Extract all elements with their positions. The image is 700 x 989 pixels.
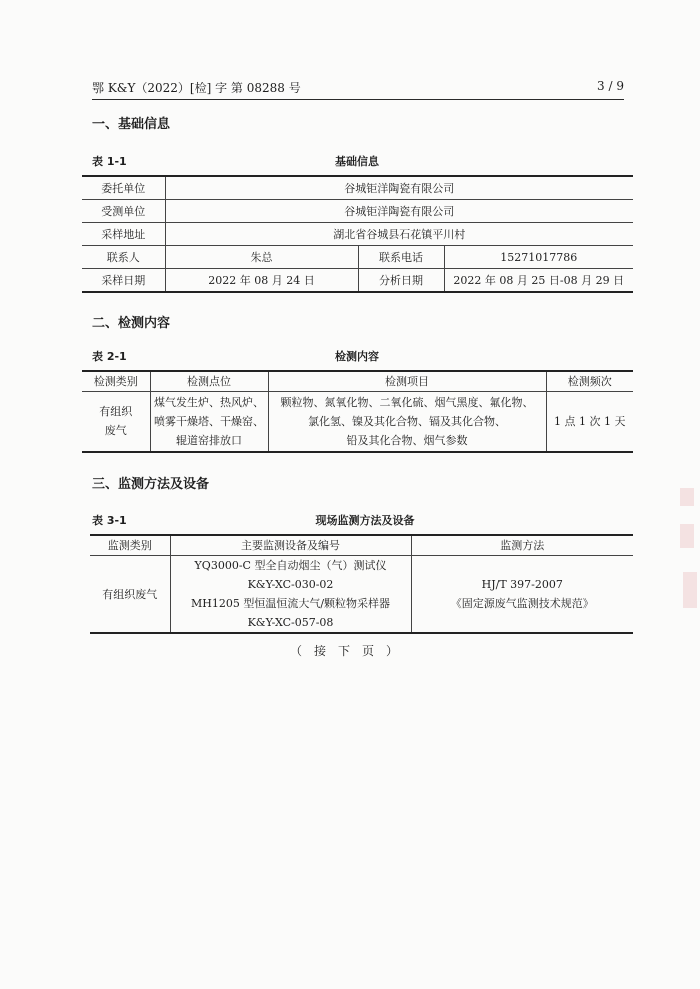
contact-label: 联系人 <box>82 246 165 269</box>
table-row <box>82 176 633 200</box>
page-header <box>92 79 624 100</box>
category-cell <box>82 392 150 452</box>
client-value: 谷城钜洋陶瓷有限公司 <box>165 176 633 200</box>
page-number: 3 / 9 <box>597 79 624 93</box>
point-line: 喷雾干燥塔、干燥窑、 <box>154 414 264 428</box>
header-monitor-category: 监测类别 <box>90 535 170 556</box>
table-row <box>82 223 633 246</box>
table-row <box>82 246 633 269</box>
analysis-date-label: 分析日期 <box>358 269 444 293</box>
point-line: 辊道窑排放口 <box>176 433 242 447</box>
phone-value: 15271017786 <box>444 246 633 269</box>
table-header-row <box>82 371 633 392</box>
tested-unit-label: 受测单位 <box>82 200 165 223</box>
continued-note: （接下页） <box>289 644 410 658</box>
tested-unit-value: 谷城钜洋陶瓷有限公司 <box>165 200 633 223</box>
table-row <box>90 556 633 634</box>
frequency-cell: 1 点 1 次 1 天 <box>546 392 633 452</box>
table-3-1-caption: 现场监测方法及设备 <box>315 514 415 527</box>
method-line: HJ/T 397-2007 <box>481 578 563 591</box>
report-number: 鄂 K&Y（2022）[检] 字 第 08288 号 <box>92 81 301 95</box>
category-line: 废气 <box>104 424 127 438</box>
methods-equipment-table <box>90 534 633 634</box>
header-equipment: 主要监测设备及编号 <box>170 535 411 556</box>
sampling-site-label: 采样地址 <box>82 223 165 246</box>
table-2-1-number: 表 2-1 <box>92 350 127 363</box>
header-items: 检测项目 <box>268 371 546 392</box>
equipment-line: YQ3000-C 型全自动烟尘（气）测试仪 <box>194 559 387 572</box>
client-label: 委托单位 <box>82 176 165 200</box>
table-row <box>82 269 633 293</box>
sampling-date-label: 采样日期 <box>82 269 165 293</box>
table-row <box>82 200 633 223</box>
section-test-content-title: 二、检测内容 <box>92 316 171 331</box>
seam-stamp-mark <box>683 560 697 620</box>
section-basic-info-title: 一、基础信息 <box>92 117 171 132</box>
equipment-cell <box>170 556 411 634</box>
point-line: 煤气发生炉、热风炉、 <box>154 395 264 409</box>
category-line: 有组织 <box>99 405 133 419</box>
method-cell <box>411 556 633 634</box>
sampling-date-value: 2022 年 08 月 24 日 <box>165 269 358 293</box>
table-1-1-caption: 基础信息 <box>335 155 379 168</box>
equipment-line: K&Y-XC-057-08 <box>247 616 334 629</box>
header-category: 检测类别 <box>82 371 150 392</box>
table-1-1-number: 表 1-1 <box>92 155 127 168</box>
method-line: 《固定源废气监测技术规范》 <box>450 597 594 610</box>
sampling-site-value: 湖北省谷城县石花镇平川村 <box>165 223 633 246</box>
table-row <box>82 392 633 452</box>
header-points: 检测点位 <box>150 371 268 392</box>
test-content-table <box>82 370 633 453</box>
section-methods-title: 三、监测方法及设备 <box>92 477 210 492</box>
item-line: 颗粒物、氮氧化物、二氧化硫、烟气黑度、氟化物、 <box>280 395 534 409</box>
header-method: 监测方法 <box>411 535 633 556</box>
table-header-row <box>90 535 633 556</box>
analysis-date-value: 2022 年 08 月 25 日-08 月 29 日 <box>444 269 633 293</box>
equipment-line: K&Y-XC-030-02 <box>247 578 334 591</box>
header-frequency: 检测频次 <box>546 371 633 392</box>
points-cell <box>150 392 268 452</box>
seam-stamp-mark <box>680 488 694 548</box>
phone-label: 联系电话 <box>358 246 444 269</box>
monitor-category-cell: 有组织废气 <box>90 556 170 634</box>
contact-value: 朱总 <box>165 246 358 269</box>
item-line: 铅及其化合物、烟气参数 <box>346 433 468 447</box>
items-cell <box>268 392 546 452</box>
table-3-1-number: 表 3-1 <box>92 514 127 527</box>
basic-info-table <box>82 175 633 293</box>
item-line: 氯化氢、镍及其化合物、镉及其化合物、 <box>308 414 506 428</box>
table-2-1-caption: 检测内容 <box>335 350 379 363</box>
equipment-line: MH1205 型恒温恒流大气/颗粒物采样器 <box>190 597 391 610</box>
